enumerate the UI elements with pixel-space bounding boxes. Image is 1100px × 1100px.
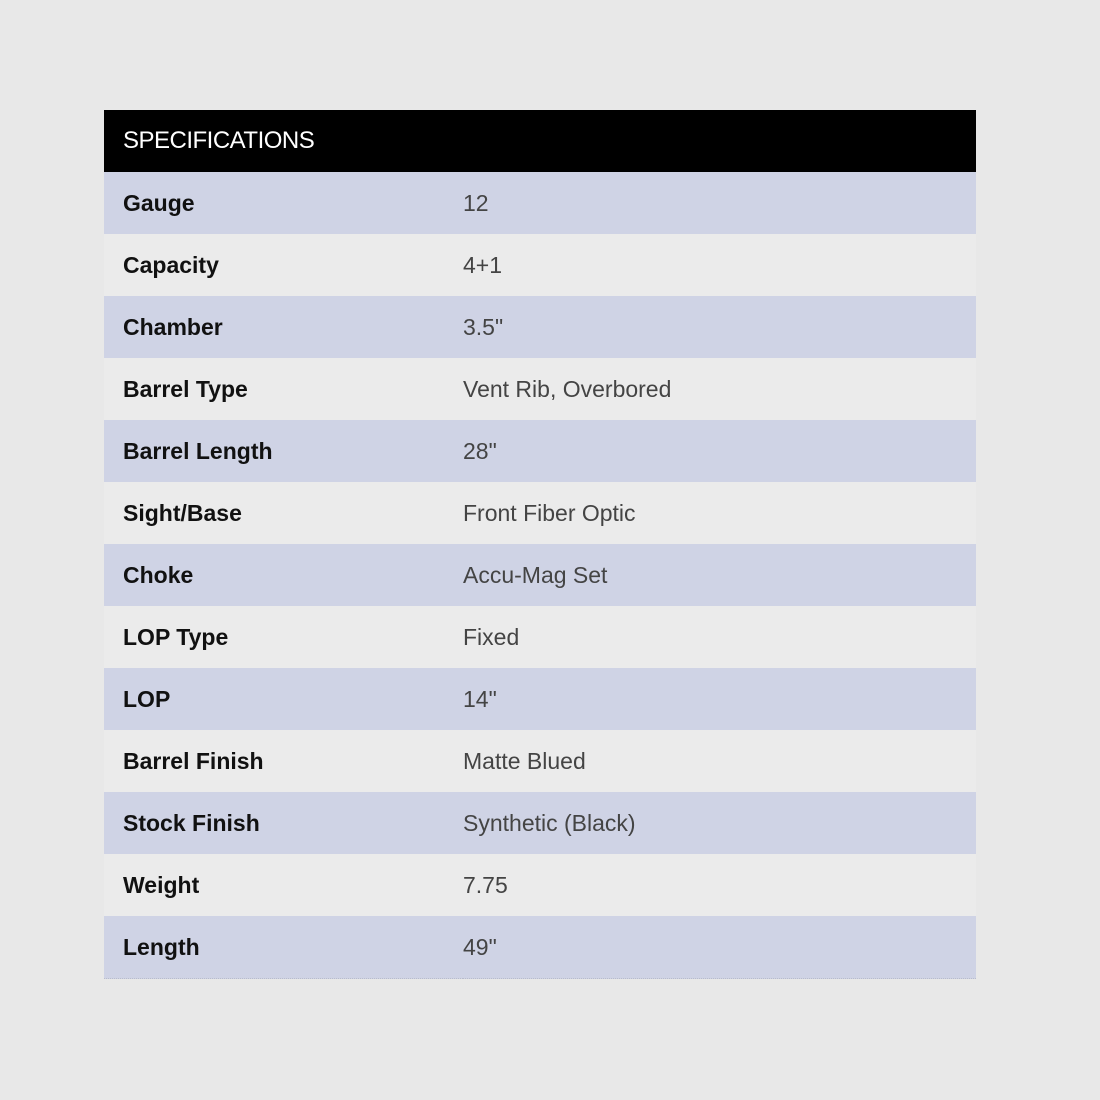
spec-label: Choke <box>104 544 463 606</box>
spec-row-choke <box>104 544 976 606</box>
spec-label: Capacity <box>104 234 463 296</box>
spec-value: Vent Rib, Overbored <box>463 358 976 420</box>
spec-label: Barrel Length <box>104 420 463 482</box>
spec-label: Barrel Finish <box>104 730 463 792</box>
spec-label: LOP <box>104 668 463 730</box>
spec-row-barrel-length <box>104 420 976 482</box>
spec-row-capacity <box>104 234 976 296</box>
spec-label: Sight/Base <box>104 482 463 544</box>
specifications-table <box>104 110 976 979</box>
spec-label: LOP Type <box>104 606 463 668</box>
spec-row-chamber <box>104 296 976 358</box>
spec-value: 49" <box>463 916 976 979</box>
spec-row-length <box>104 916 976 979</box>
spec-value: 14" <box>463 668 976 730</box>
spec-row-lop-type <box>104 606 976 668</box>
spec-label: Weight <box>104 854 463 916</box>
spec-value: Front Fiber Optic <box>463 482 976 544</box>
spec-row-barrel-finish <box>104 730 976 792</box>
spec-label: Chamber <box>104 296 463 358</box>
spec-value: 4+1 <box>463 234 976 296</box>
spec-label: Gauge <box>104 172 463 234</box>
spec-value: Matte Blued <box>463 730 976 792</box>
spec-value: Synthetic (Black) <box>463 792 976 854</box>
spec-label: Barrel Type <box>104 358 463 420</box>
spec-value: Fixed <box>463 606 976 668</box>
specifications-header: SPECIFICATIONS <box>104 110 976 172</box>
spec-value: 3.5" <box>463 296 976 358</box>
spec-row-stock-finish <box>104 792 976 854</box>
spec-value: 12 <box>463 172 976 234</box>
spec-value: Accu-Mag Set <box>463 544 976 606</box>
spec-row-barrel-type <box>104 358 976 420</box>
spec-row-lop <box>104 668 976 730</box>
spec-value: 7.75 <box>463 854 976 916</box>
spec-row-sight-base <box>104 482 976 544</box>
specifications-body <box>104 172 976 979</box>
spec-row-gauge <box>104 172 976 234</box>
specifications-header-row <box>104 110 976 172</box>
spec-label: Length <box>104 916 463 979</box>
spec-row-weight <box>104 854 976 916</box>
spec-value: 28" <box>463 420 976 482</box>
spec-label: Stock Finish <box>104 792 463 854</box>
